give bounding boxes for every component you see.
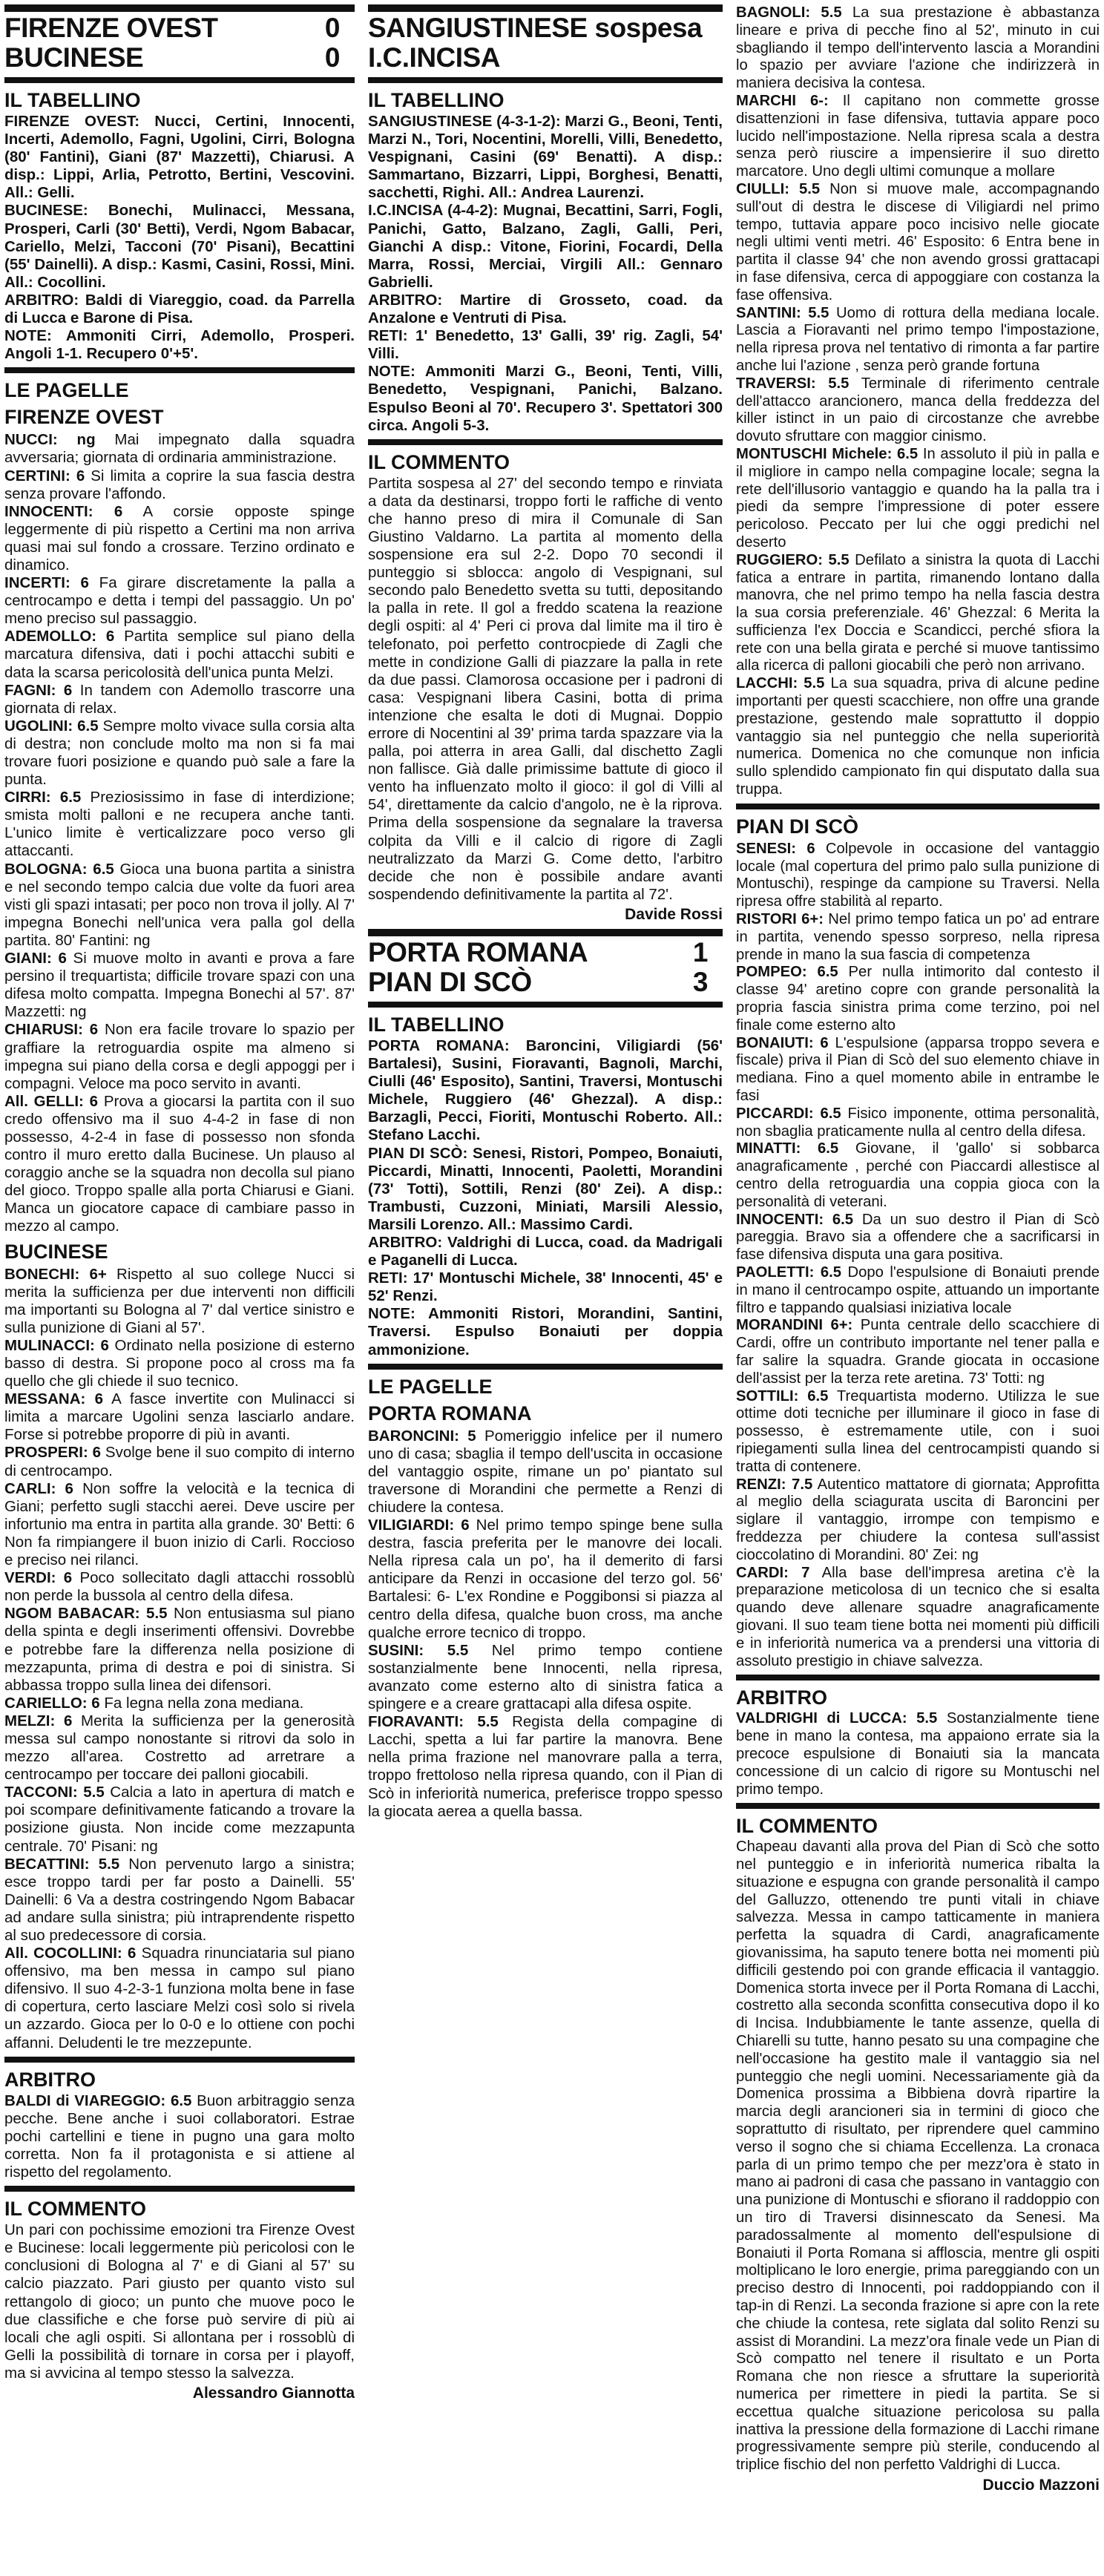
player-rating	[736, 911, 1100, 964]
player-rating	[368, 1713, 723, 1821]
top-rule	[368, 929, 723, 936]
player-comment: Sempre molto vivace sulla corsia alta di destra; non conclude molto ma non si fa mai trovare fuori posizione e quando può sale a fare la punta.	[4, 717, 355, 789]
score-row	[368, 13, 723, 43]
team-name: BUCINESE	[4, 42, 144, 73]
player-rating	[4, 503, 355, 574]
player-comment: Pomeriggio infelice per il numero uno di casa; sbaglia il tempo dell'uscita in occasione del vantaggio ospite, rimane un po' piantato sul traversone di Morandini che permette a Renzi di chiudere la contesa.	[368, 1427, 723, 1516]
tabellino-line: BUCINESE: Bonechi, Mulinacci, Messana, Prosperi, Carli (30' Betti), Verdi, Ngom Babacar, Cariello, Melzi, Tacconi (70' Pisani), Becattini (55' Dainelli). A disp.: Kasmi, Casini, Rossi, Mini. All.: Cocollini.	[4, 202, 355, 291]
score-row	[368, 967, 723, 997]
player-comment: Alla base dell'impresa aretina c'è la preparazione meticolosa di un tecnico che si esalta quando deve allenare squadre anagraficamente giovani. Il suo team tiene botta nei momenti più difficili e in inferiorità numerica va a prendersi una vittoria di assoluto prestigio in chiave salvezza.	[736, 1564, 1100, 1669]
tabellino-line: I.C.INCISA (4-4-2): Mugnai, Becattini, Sarri, Fogli, Panichi, Gatto, Balzano, Zagli, Galli, Peri, Gianchi A disp.: Vitone, Fiorini, Focardi, Della Marra, Rossi, Merciai, Virgili All.: Gennaro Gabrielli.	[368, 202, 723, 291]
tabellino-line: NOTE: Ammoniti Ristori, Morandini, Santini, Traversi. Espulso Bonaiuti per doppia ammonizione.	[368, 1305, 723, 1358]
player-rating	[736, 1388, 1100, 1476]
player-rating	[4, 1945, 355, 2052]
player-rating	[736, 1476, 1100, 1565]
byline: Duccio Mazzoni	[982, 2476, 1100, 2494]
player-rating	[4, 1266, 355, 1337]
rule	[736, 1675, 1100, 1680]
player-rating	[736, 1212, 1100, 1264]
player-comment: Fa girare discretamente la palla a centrocampo e detta i tempi del passaggio. Un po' meno preciso sul passaggio.	[4, 574, 355, 628]
team-heading: BUCINESE	[4, 1240, 108, 1263]
player-comment: In tandem con Ademollo trascorre una giornata di relax.	[4, 681, 355, 717]
player-name-grade: VILIGIARDI: 6	[368, 1517, 470, 1534]
player-rating	[736, 4, 1100, 93]
player-comment: Punta centrale dello scacchiere di Cardi, offre un contributo importante nel tener palla e far salire la squadra. Grande giocata in occasione dell'assist per la terza rete aretina. 73' Totti: ng	[736, 1317, 1100, 1387]
top-rule	[4, 4, 355, 12]
player-name-grade: PROSPERI: 6	[4, 1444, 102, 1462]
team-goals: 1	[692, 936, 708, 967]
player-comment: Merita la sufficienza per la generosità messa sul campo nonostante si ritrovi da solo in mezzo all'area. Costretto ad arretrare a centrocampo per toccare dei palloni giocabili.	[4, 1712, 355, 1784]
player-comment: Non si muove male, accompagnando sull'out di destra le discese di Viligiardi nel primo tempo, tuttavia appare poco incisivo nelle giocate negli ultimi venti metri. 46' Esposito: 6 Entra bene in partita il classe 94' che non avendo grossi grattacapi in fase difensiva, cerca di appoggiare con costanza la fase offensiva.	[736, 180, 1100, 303]
tabellino-line: ARBITRO: Baldi di Viareggio, coad. da Parrella di Lucca e Barone di Pisa.	[4, 291, 355, 327]
player-rating	[736, 1565, 1100, 1671]
player-comment: Prova a giocarsi la partita con il suo credo offensivo ma il suo 4-4-2 in fase di non possesso, 4-2-4 in fase di possesso non sfonda contro il muro eretto dalla Bucinese. Un plauso al coraggio anche se la squadra non decolla sul piano del gioco. Troppo spalle alla porta Chiarusi e Giani. Manca un giocatore capace di cambiare passo in mezzo al campo.	[4, 1092, 355, 1235]
section-heading: LE PAGELLE	[4, 379, 129, 402]
player-comment: Nel primo tempo spinge bene sulla destra, fascia preferita per le manovre dei locali. Nella ripresa cala un po', ha il demerito di farsi anticipare da Renzi in occasione del terzo gol. 56' Bartalesi: 6- L'ex Rondine e Poggibonsi si piazza al centro della difesa, qualche buon cross, ma anche qualche errore tecnico di troppo.	[368, 1517, 723, 1641]
player-name-grade: INNOCENTI: 6	[4, 502, 123, 520]
tabellino-line: NOTE: Ammoniti Cirri, Ademollo, Prosperi. Angoli 1-1. Recupero 0'+5'.	[4, 327, 355, 363]
player-name-grade: All. GELLI: 6	[4, 1092, 99, 1110]
player-rating	[736, 375, 1100, 446]
tabellino-line: SANGIUSTINESE (4-3-1-2): Marzi G., Beoni, Tenti, Marzi N., Tori, Nocentini, Morelli, Villi, Benedetto, Vespignani, Casini (69' Benatti). A disp.: Sammartano, Bizzarri, Lippi, Borghesi, Benatti, sacchetti, Righi. All.: Andrea Laurenzi.	[368, 113, 723, 202]
player-name-grade: BALDI di VIAREGGIO: 6.5	[4, 2092, 192, 2109]
player-rating	[4, 1021, 355, 1092]
score-row	[4, 13, 355, 43]
tabellino-line: RETI: 1' Benedetto, 13' Galli, 39' rig. Zagli, 54' Villi.	[368, 327, 723, 363]
player-name-grade: CARIELLO: 6	[4, 1694, 100, 1712]
player-comment: In assoluto il più in palla e il migliore in campo nella compagine locale; segna la rete dell'illusorio vantaggio e quando ha la palla tra i piedi da sempre l'impressione di poter essere pericoloso. Peccato per lui che oggi predichi nel deserto	[736, 445, 1100, 551]
player-rating	[4, 1480, 355, 1569]
player-name-grade: MARCHI 6-:	[736, 92, 829, 109]
tabellino	[368, 1037, 723, 1359]
player-comment: Colpevole in occasione del vantaggio locale (mal copertura del primo palo sulla punizione di Montuschi), respinge da campione su Traversi. Nella ripresa offre stabilità al reparto.	[736, 840, 1100, 910]
player-name-grade: TACCONI: 5.5	[4, 1784, 105, 1801]
rule	[4, 77, 355, 83]
player-rating	[736, 1105, 1100, 1141]
player-comment: Il capitano non commette grosse disattenzioni in fase difensiva, tuttavia appare poco lucido nell'impostazione. Nella ripresa scala a destra senza però riuscire a impensierire il suo diretto marcatore. Uno degli ultimi comunque a mollare	[736, 92, 1100, 180]
player-comment: Terminale di riferimento centrale dell'attacco arancionero, manca della freddezza del killer istinct in un paio di circostanze che avrebbe dovuto sfruttare con maggior cinismo.	[736, 375, 1100, 445]
player-comment: Non soffre la velocità e la tecnica di Giani; perfetto sugli stacchi aerei. Deve uscire per infortunio ma entra in partita alla grande. 30' Betti: 6 Non fa rimpiangere il buon inizio di Carli. Roccioso e preciso nei rilanci.	[4, 1479, 355, 1569]
player-comment: Rispetto al suo college Nucci si merita la sufficienza per due interventi non difficili ma importanti su Bologna al 7' dal vertice sinistro e sulla punizione di Giani al 57'.	[4, 1265, 355, 1336]
player-rating	[368, 1517, 723, 1642]
player-name-grade: MINATTI: 6.5	[736, 1140, 839, 1157]
section-heading: IL TABELLINO	[368, 1013, 505, 1036]
player-name-grade: MESSANA: 6	[4, 1390, 103, 1408]
player-comment: Non pervenuto largo a sinistra; esce troppo tardi per far posto a Dainelli. 55' Dainelli: 6 Va a destra costringendo Ngom Babacar ad andare sulla sinistra; più intraprendente rispetto al suo predecessore di corsia.	[4, 1855, 355, 1944]
section-heading: IL TABELLINO	[368, 89, 505, 111]
tabellino-line: PORTA ROMANA: Baroncini, Viligiardi (56' Bartalesi), Susini, Fioravanti, Bagnoli, Marchi, Ciulli (46' Esposito), Santini, Traversi, Montuschi Michele, Ruggiero (46' Ghezzal). A disp.: Barzagli, Pecci, Fioriti, Montuschi Roberto. All.: Stefano Lacchi.	[368, 1036, 723, 1144]
player-comment: A fasce invertite con Mulinacci si limita a marcare Ugolini senza lasciarlo andare. Forse si potrebbe proporre di più in avanti.	[4, 1390, 355, 1444]
player-name-grade: MULINACCI: 6	[4, 1336, 109, 1354]
player-name-grade: POMPEO: 6.5	[736, 964, 838, 981]
player-name-grade: TRAVERSI: 5.5	[736, 375, 850, 392]
player-comment: Preziosissimo in fase di interdizione; smista molti palloni e ne recupera anche tanti. L'unico limite è verticalizzare poco verso gli attaccanti.	[4, 789, 355, 860]
player-name-grade: NUCCI: ng	[4, 431, 96, 449]
player-comment: Svolge bene il suo compito di interno di centrocampo.	[4, 1444, 355, 1479]
player-comment: Poco sollecitato dagli attacchi rossoblù non perde la bussola al centro della difesa.	[4, 1569, 355, 1605]
team-heading: FIRENZE OVEST	[4, 406, 164, 429]
rule	[4, 367, 355, 373]
player-rating	[736, 1264, 1100, 1317]
player-rating	[736, 1317, 1100, 1387]
player-rating	[736, 675, 1100, 799]
player-comment: Non era facile trovare lo spazio per graffiare la retroguardia ospite ma almeno si impegna sui piano della corsa e degli appoggi per i compagni. Veloce ma poco servito in avanti.	[4, 1021, 355, 1092]
player-name-grade: CERTINI: 6	[4, 467, 85, 484]
byline: Alessandro Giannotta	[192, 2384, 355, 2402]
player-name-grade: MORANDINI 6+:	[736, 1317, 853, 1334]
player-name-grade: MONTUSCHI Michele: 6.5	[736, 445, 919, 462]
team-heading: PIAN DI SCÒ	[736, 815, 859, 838]
player-comment: Fisico imponente, ottima personalità, non sbaglia praticamente nulla al centro della difesa.	[736, 1105, 1100, 1140]
player-name-grade: BOLOGNA: 6.5	[4, 860, 114, 878]
player-comment: Gioca una buona partita a sinistra e nel secondo tempo calcia due volte da fuori area visti gli spazi intasati; per poco non trova il jolly. Al 7' impegna Bonechi nell'unica vera palla gol della partita. 80' Fantini: ng	[4, 860, 355, 949]
player-name-grade: CARLI: 6	[4, 1479, 73, 1497]
player-comment: Partita semplice sul piano della marcatura difensiva, dati i pochi attacchi subiti e data la scarsa pericolosità dell'unica punta Melzi.	[4, 628, 355, 681]
player-comment: Calcia a lato in apertura di match e poi scompare definitivamente faticando a trovare la posizione giusta. Non incide come mezzapunta centrale. 70' Pisani: ng	[4, 1784, 355, 1855]
player-rating	[4, 1093, 355, 1236]
player-name-grade: FIORAVANTI: 5.5	[368, 1713, 499, 1731]
section-heading: IL COMMENTO	[368, 450, 510, 473]
player-comment: Si limita a coprire la sua fascia destra senza provare l'affondo.	[4, 467, 355, 502]
tabellino-line: ARBITRO: Martire di Grosseto, coad. da Anzalone e Ventruti di Pisa.	[368, 291, 723, 327]
player-name-grade: GIANI: 6	[4, 950, 67, 967]
player-name-grade: CHIARUSI: 6	[4, 1021, 99, 1039]
team-goals: 0	[324, 13, 340, 43]
player-rating	[736, 181, 1100, 305]
player-rating	[4, 467, 355, 503]
byline: Davide Rossi	[625, 905, 723, 923]
player-rating	[4, 1856, 355, 1945]
rule	[4, 2186, 355, 2192]
player-name-grade: All. COCOLLINI: 6	[4, 1945, 137, 1962]
section-heading: IL TABELLINO	[4, 89, 141, 111]
tabellino	[4, 113, 355, 363]
ratings-list	[736, 4, 1100, 799]
tabellino-line: NOTE: Ammoniti Marzi G., Beoni, Tenti, Villi, Benedetto, Vespignani, Panichi, Balzano. Espulso Beoni al 70'. Recupero 3'. Spettatori 300 circa. Angoli 5-3.	[368, 363, 723, 434]
team-name: SANGIUSTINESE sospesa	[368, 13, 703, 43]
player-rating	[4, 1784, 355, 1855]
rule	[368, 1002, 723, 1008]
player-comment: La sua squadra, priva di alcune pedine importanti per questi scacchiere, non offre una grande prestazione, gestendo male soprattutto il doppio vantaggio sia nel punteggio che nella superiorità numerica. Domenica no che comunque non inficia sullo splendido campionato fin qui disputato dalla sua truppa.	[736, 675, 1100, 798]
player-comment: Defilato a sinistra la quota di Lacchi fatica a entrare in partita, rimanendo lontano dalla manovra, che nel primo tempo ha nella fascia destra la sua corsia preferenziale. 46' Ghezzal: 6 Merita la sufficienza l'ex Doccia e Scandicci, perché sfiora la rete con una bella girata e perché si muove tantissimo alla ricerca di palloni giocabili che però non arrivano.	[736, 551, 1100, 674]
player-rating	[4, 950, 355, 1021]
player-name-grade: UGOLINI: 6.5	[4, 717, 99, 735]
player-name-grade: CIULLI: 5.5	[736, 180, 821, 197]
score-row	[4, 43, 355, 73]
player-comment: Trequartista moderno. Utilizza le sue ottime doti tecniche per illuminare il gioco in fase di possesso, è estremamente utile, con i suoi ripiegamenti sulla linea del centrocampisti quando si tratta di contenere.	[736, 1387, 1100, 1475]
player-name-grade: BONECHI: 6+	[4, 1265, 107, 1283]
referee-rating	[4, 2092, 355, 2181]
player-rating	[4, 789, 355, 860]
player-comment: Mai impegnato dalla squadra avversaria; giornata di ordinaria amministrazione.	[4, 431, 355, 467]
ratings-list	[368, 1427, 723, 1821]
player-rating	[736, 1140, 1100, 1211]
player-name-grade: RENZI: 7.5	[736, 1476, 813, 1493]
player-comment: Buon arbitraggio senza pecche. Bene anche i suoi collaboratori. Estrae pochi cartellini e tiene in pugno una gara molto corretta. Non fa il protagonista e si attiene al rispetto del regolamento.	[4, 2092, 355, 2181]
team-name: PIAN DI SCÒ	[368, 966, 532, 997]
player-name-grade: SENESI: 6	[736, 840, 815, 857]
player-comment: La sua prestazione è abbastanza lineare e priva di pecche fino al 52', minuto in cui sbagliando il tempo dell'intervento lascia a Morandini lo spazio per avviare l'azione che indirizzerà in maniera decisiva la contesa.	[736, 4, 1100, 92]
player-rating	[736, 1035, 1100, 1105]
player-rating	[4, 1605, 355, 1694]
player-rating	[736, 841, 1100, 911]
player-name-grade: SANTINI: 5.5	[736, 304, 829, 321]
column-firenze-ovest-bucinese	[4, 4, 355, 2408]
player-name-grade: INCERTI: 6	[4, 574, 89, 592]
player-name-grade: NGOM BABACAR: 5.5	[4, 1605, 168, 1623]
rule	[368, 77, 723, 83]
player-comment: Dopo l'espulsione di Bonaiuti prende in mano il centrocampo ospite, attuando un importante filtro e tappando qualsiasi iniziativa locale	[736, 1264, 1100, 1316]
player-name-grade: RISTORI 6+:	[736, 911, 824, 928]
player-rating	[736, 964, 1100, 1034]
section-heading: IL COMMENTO	[736, 1815, 878, 1838]
player-comment: Nel primo tempo contiene sostanzialmente bene Innocenti, nella ripresa, avanzato come esterno alto di sinistra fatica a spingere e a creare grattacapi alla difesa ospite.	[368, 1641, 723, 1713]
scoreboard	[4, 13, 355, 73]
player-rating	[4, 1337, 355, 1390]
tabellino-line: RETI: 17' Montuschi Michele, 38' Innocenti, 45' e 52' Renzi.	[368, 1269, 723, 1305]
ratings-list	[736, 841, 1100, 1670]
player-name-grade: PAOLETTI: 6.5	[736, 1264, 841, 1281]
player-comment: Ordinato nella posizione di esterno basso di destra. Si propone poco al cross ma fa quello che gli chiede il suo tecnico.	[4, 1336, 355, 1390]
player-name-grade: VALDRIGHI di LUCCA: 5.5	[736, 1710, 938, 1727]
ratings-list	[4, 431, 355, 1235]
rule	[368, 439, 723, 445]
commentary: Chapeau davanti alla prova del Pian di Scò che sotto nel punteggio e in inferiorità numerica ribalta la situazione e espugna con grande personalità il campo del Galluzzo, ottenendo tre punti vitali in chiave salvezza. Messa in campo tatticamente in maniera perfetta la squadra di Cardi, anagraficamente giovanissima, ha saputo tenere botta nei momenti più difficili gestendo poi con grande efficacia il vantaggio. Domenica storta invece per il Porta Romana di Lacchi, costretto alla seconda sconfitta consecutiva dopo il ko di Incisa. Indubbiamente le tante assenze, quella di Chiarelli su tutte, hanno pesato su una compagine che nell'occasione ha gestito male il vantaggio sia nel punteggio che negli uomini. Necessariamente già da Domenica prossima a Bibbiena dovrà ripartire la marcia degli arancioneri sia in termini di gioco che soprattutto di risultato, per riprendere quel cammino verso il sogno che si chiama Eccellenza. La cronaca parla di un primo tempo che per mezz'ora è stato in mano ai padroni di casa che passano in vantaggio con una punizione di Montuschi e sfiorano il raddoppio con un tiro di Traversi disinnescato da Senesi. Ma paradossalmente al momento dell'espulsione di Bonaiuti il Porta Romana si affloscia, mentre gli ospiti moltiplicano le loro energie, prima pareggiando con un preciso destro di Innocenti, poi raddoppiando con il tap-in di Renzi. La seconda frazione si apre con la rete che chiude la contesa, rete siglata dal solito Renzi su assist di Morandini. La mezz'ora finale vede un Pian di Scò compatto nel tenere il risultato e un Porta Romana che non riesce a sfruttare la superiorità numerica per rimettere in piedi la partita. Se si eccettua qualche situazione pericolosa su palla inattiva la pressione della formazione di Lacchi rimane progressivamente sempre più sterile, conducendo al triplice fischio del non perfetto Valdrighi di Lucca.	[736, 1839, 1100, 2474]
rule	[736, 804, 1100, 809]
top-rule	[368, 4, 723, 12]
player-rating	[4, 717, 355, 789]
player-name-grade: MELZI: 6	[4, 1712, 73, 1729]
player-rating	[4, 1390, 355, 1444]
player-rating	[4, 1712, 355, 1784]
score-row	[368, 43, 723, 73]
ratings-list	[4, 1266, 355, 2052]
player-rating	[4, 2092, 355, 2181]
team-name: FIRENZE OVEST	[4, 13, 218, 43]
scoreboard	[368, 13, 723, 73]
scoreboard	[368, 938, 723, 997]
rule	[4, 2057, 355, 2063]
player-rating	[4, 1444, 355, 1479]
player-name-grade: BECATTINI: 5.5	[4, 1855, 120, 1873]
player-name-grade: CIRRI: 6.5	[4, 789, 82, 806]
player-name-grade: CARDI: 7	[736, 1564, 810, 1581]
player-comment: A corsie opposte spinge leggermente di più rispetto a Certini ma non arriva quasi mai sul fondo a crossare. Terzino ordinato e dinamico.	[4, 502, 355, 574]
team-goals: 0	[324, 42, 340, 73]
player-rating	[736, 1710, 1100, 1798]
section-heading: LE PAGELLE	[368, 1375, 493, 1398]
player-comment: Uomo di rottura della mediana locale. Lascia a Fioravanti nel primo tempo l'impostazione, nella ripresa prova nel tentativo di rimonta a far partire anche lui l'azione , senza però grande fortuna	[736, 304, 1100, 374]
player-comment: Si muove molto in avanti e prova a fare persino il trequartista; difficile trovare spazi con una difesa molto compatta. Impegna Bonechi al 57'. 87' Mazzetti: ng	[4, 950, 355, 1021]
player-comment: Nel primo tempo fatica un po' ad entrare in partita, venendo spesso sorpreso, nella ripresa prende in mano la sua fascia di competenza	[736, 911, 1100, 963]
player-comment: Non entusiasma sul piano della spinta e degli inserimenti offensivi. Dovrebbe e potrebbe fare la differenza nella posizione di mezzapunta, prima di destra e poi di sinistra. Si abbassa troppo sulla linea dei difensori.	[4, 1605, 355, 1694]
newspaper-page	[4, 4, 1100, 2572]
column-pian-di-sco	[736, 4, 1100, 2500]
player-rating	[736, 552, 1100, 676]
player-name-grade: BARONCINI: 5	[368, 1427, 476, 1445]
rule	[368, 1364, 723, 1370]
tabellino-line: FIRENZE OVEST: Nucci, Certini, Innocenti, Incerti, Ademollo, Fagni, Ugolini, Cirri, Bologna (80' Fantini), Giani (87' Mazzetti), Chiarusi. A disp.: Lippi, Arlia, Petrotto, Bertini, Vescovini. All.: Gelli.	[4, 113, 355, 202]
player-rating	[4, 628, 355, 681]
player-name-grade: SUSINI: 5.5	[368, 1641, 469, 1659]
player-rating	[368, 1427, 723, 1517]
team-name: PORTA ROMANA	[368, 936, 588, 967]
player-rating	[4, 861, 355, 950]
rule	[736, 1803, 1100, 1809]
player-comment: Regista della compagine di Lacchi, spetta a lui far partire la manovra. Bene nella prima frazione nel manovrare palla a terra, troppo frettoloso nella ripresa quando, con il Pian di Scò in inferiorità numerica, preferisce troppo spesso la giocata aerea a quella bassa.	[368, 1713, 723, 1820]
player-rating	[4, 431, 355, 467]
player-rating	[4, 1695, 355, 1712]
player-name-grade: BONAIUTI: 6	[736, 1034, 829, 1051]
player-comment: Giovane, il 'gallo' si sobbarca anagraficamente , perché con Piaccardi allestisce al centro della retroguardia una coppia gioca con la personalità di veterani.	[736, 1140, 1100, 1210]
referee-rating	[736, 1710, 1100, 1798]
player-comment: Autentico mattatore di giornata; Approfitta al meglio della sciagurata uscita di Baroncini per siglare il vantaggio, irrompe con tempismo e freddezza per chiudere la contesa sull'assist cioccolatino di Morandini. 80' Zei: ng	[736, 1476, 1100, 1563]
tabellino-line: PIAN DI SCÒ: Senesi, Ristori, Pompeo, Bonaiuti, Piccardi, Minatti, Innocenti, Paoletti, Morandini (73' Totti), Sottili, Renzi (80' Zei). A disp.: Trambusti, Cuzzoni, Miniati, Marsili Alessio, Marsili Lorenzo. All.: Massimo Cardi.	[368, 1144, 723, 1233]
player-rating	[4, 682, 355, 717]
player-rating	[736, 446, 1100, 552]
commentary: Partita sospesa al 27' del secondo tempo e rinviata a data da destinarsi, troppo forti le raffiche di vento che hanno preso di mira il Comunale di San Giustino Valdarno. La partita al momento della sospensione era sul 2-2. Dopo 70 secondi il punteggio si sblocca: angolo di Vespignani, sul secondo palo Benedetto svetta su tutti, depositando la palla in rete. Il gol a freddo scatena la reazione degli ospiti: al 4' Peri ci prova dal limite ma il tiro è telefonato, poi perfetto controcpiede di Zagli che mette in condizione Galli di piazzare la palla in rete da due passi. Clamorosa occasione per i padroni di casa: Vespignani libera Casini, botta di prima intenzione che esalta le doti di Mugnai. Doppio errore di Nocentini al 39' prima tarda spazzare via la palla, poi atterra in area Galli, dal dischetto Zagli non fallisce. Già dalle primissime battute di gioco il vento ha influenzato molto il gioco: il gol di Villi al 54', direttamente da calcio d'angolo, ne è la riprova. Prima della sospensione da segnalare la traversa colpita da Villi e il calcio di rigore di Zagli neutralizzato da Marzi G. Come detto, l'arbitro decide che non è possibile andare avanti sospendendo definitivamente la partita al 72'.	[368, 474, 723, 903]
tabellino	[368, 113, 723, 435]
player-name-grade: PICCARDI: 6.5	[736, 1105, 841, 1122]
team-name: I.C.INCISA	[368, 42, 500, 73]
player-name-grade: RUGGIERO: 5.5	[736, 551, 850, 568]
player-comment: Da un suo destro il Pian di Scò pareggia. Bravo sia a offendere che a sacrificarsi in fase difensiva disputa una gara positiva.	[736, 1211, 1100, 1264]
team-goals: 3	[692, 966, 708, 997]
team-heading: PORTA ROMANA	[368, 1402, 532, 1425]
player-comment: Sostanzialmente tiene bene in mano la contesa, ma appaiono errate sia la precoce espulsione di Bonaiuti sia la mancata concessione di un calcio di rigore su Montuschi nel primo tempo.	[736, 1710, 1100, 1798]
player-name-grade: ADEMOLLO: 6	[4, 628, 115, 645]
player-name-grade: INNOCENTI: 6.5	[736, 1211, 854, 1228]
player-name-grade: LACCHI: 5.5	[736, 675, 825, 692]
section-heading: ARBITRO	[4, 2068, 96, 2091]
section-heading: ARBITRO	[736, 1686, 827, 1709]
player-comment: Fa legna nella zona mediana.	[99, 1694, 304, 1712]
player-rating	[368, 1642, 723, 1713]
tabellino-line: ARBITRO: Valdrighi di Lucca, coad. da Madrigali e Paganelli di Lucca.	[368, 1233, 723, 1269]
commentary: Un pari con pochissime emozioni tra Firenze Ovest e Bucinese: locali leggermente più pericolosi con le conclusioni di Bologna al 7' e di Giani al 57' su calcio piazzato. Pari giusto per quanto visto sul rettangolo di gioco; un punto che muove poco le due classifiche e che forse può servire di più ai locali che agli ospiti. Si allontana per i rossoblù di Gelli la possibilità di tornare in corsa per i playoff, ma si avvicina al tempo stesso la salvezza.	[4, 2221, 355, 2382]
player-comment: Per nulla intimorito dal contesto il classe 94' aretino copre con grande personalità la propria fascia sinistra prima come terzino, poi nel finale come esterno alto	[736, 964, 1100, 1034]
column-sangiustinese-portaromana	[368, 4, 723, 1821]
player-rating	[736, 305, 1100, 375]
player-comment: L'espulsione (apparsa troppo severa e fiscale) priva il Pian di Scò del suo elemento chiave in mediana. Fino a quel momento abile in entrambe le fasi	[736, 1034, 1100, 1105]
player-rating	[736, 93, 1100, 181]
player-rating	[4, 574, 355, 628]
score-row	[368, 938, 723, 967]
player-name-grade: SOTTILI: 6.5	[736, 1387, 829, 1404]
player-name-grade: BAGNOLI: 5.5	[736, 4, 842, 21]
section-heading: IL COMMENTO	[4, 2198, 147, 2221]
player-name-grade: FAGNI: 6	[4, 681, 73, 699]
player-rating	[4, 1569, 355, 1605]
player-comment: Squadra rinunciataria sul piano offensivo, ma ben messa in campo sul piano difensivo. Il suo 4-2-3-1 funziona molta bene in fase di copertura, certo lasciare Melzi così solo si rivela un azzardo. Gioca per lo 0-0 e lo ottiene con pochi affanni. Deludenti le tre mezzepunte.	[4, 1945, 355, 2051]
player-name-grade: VERDI: 6	[4, 1569, 73, 1587]
